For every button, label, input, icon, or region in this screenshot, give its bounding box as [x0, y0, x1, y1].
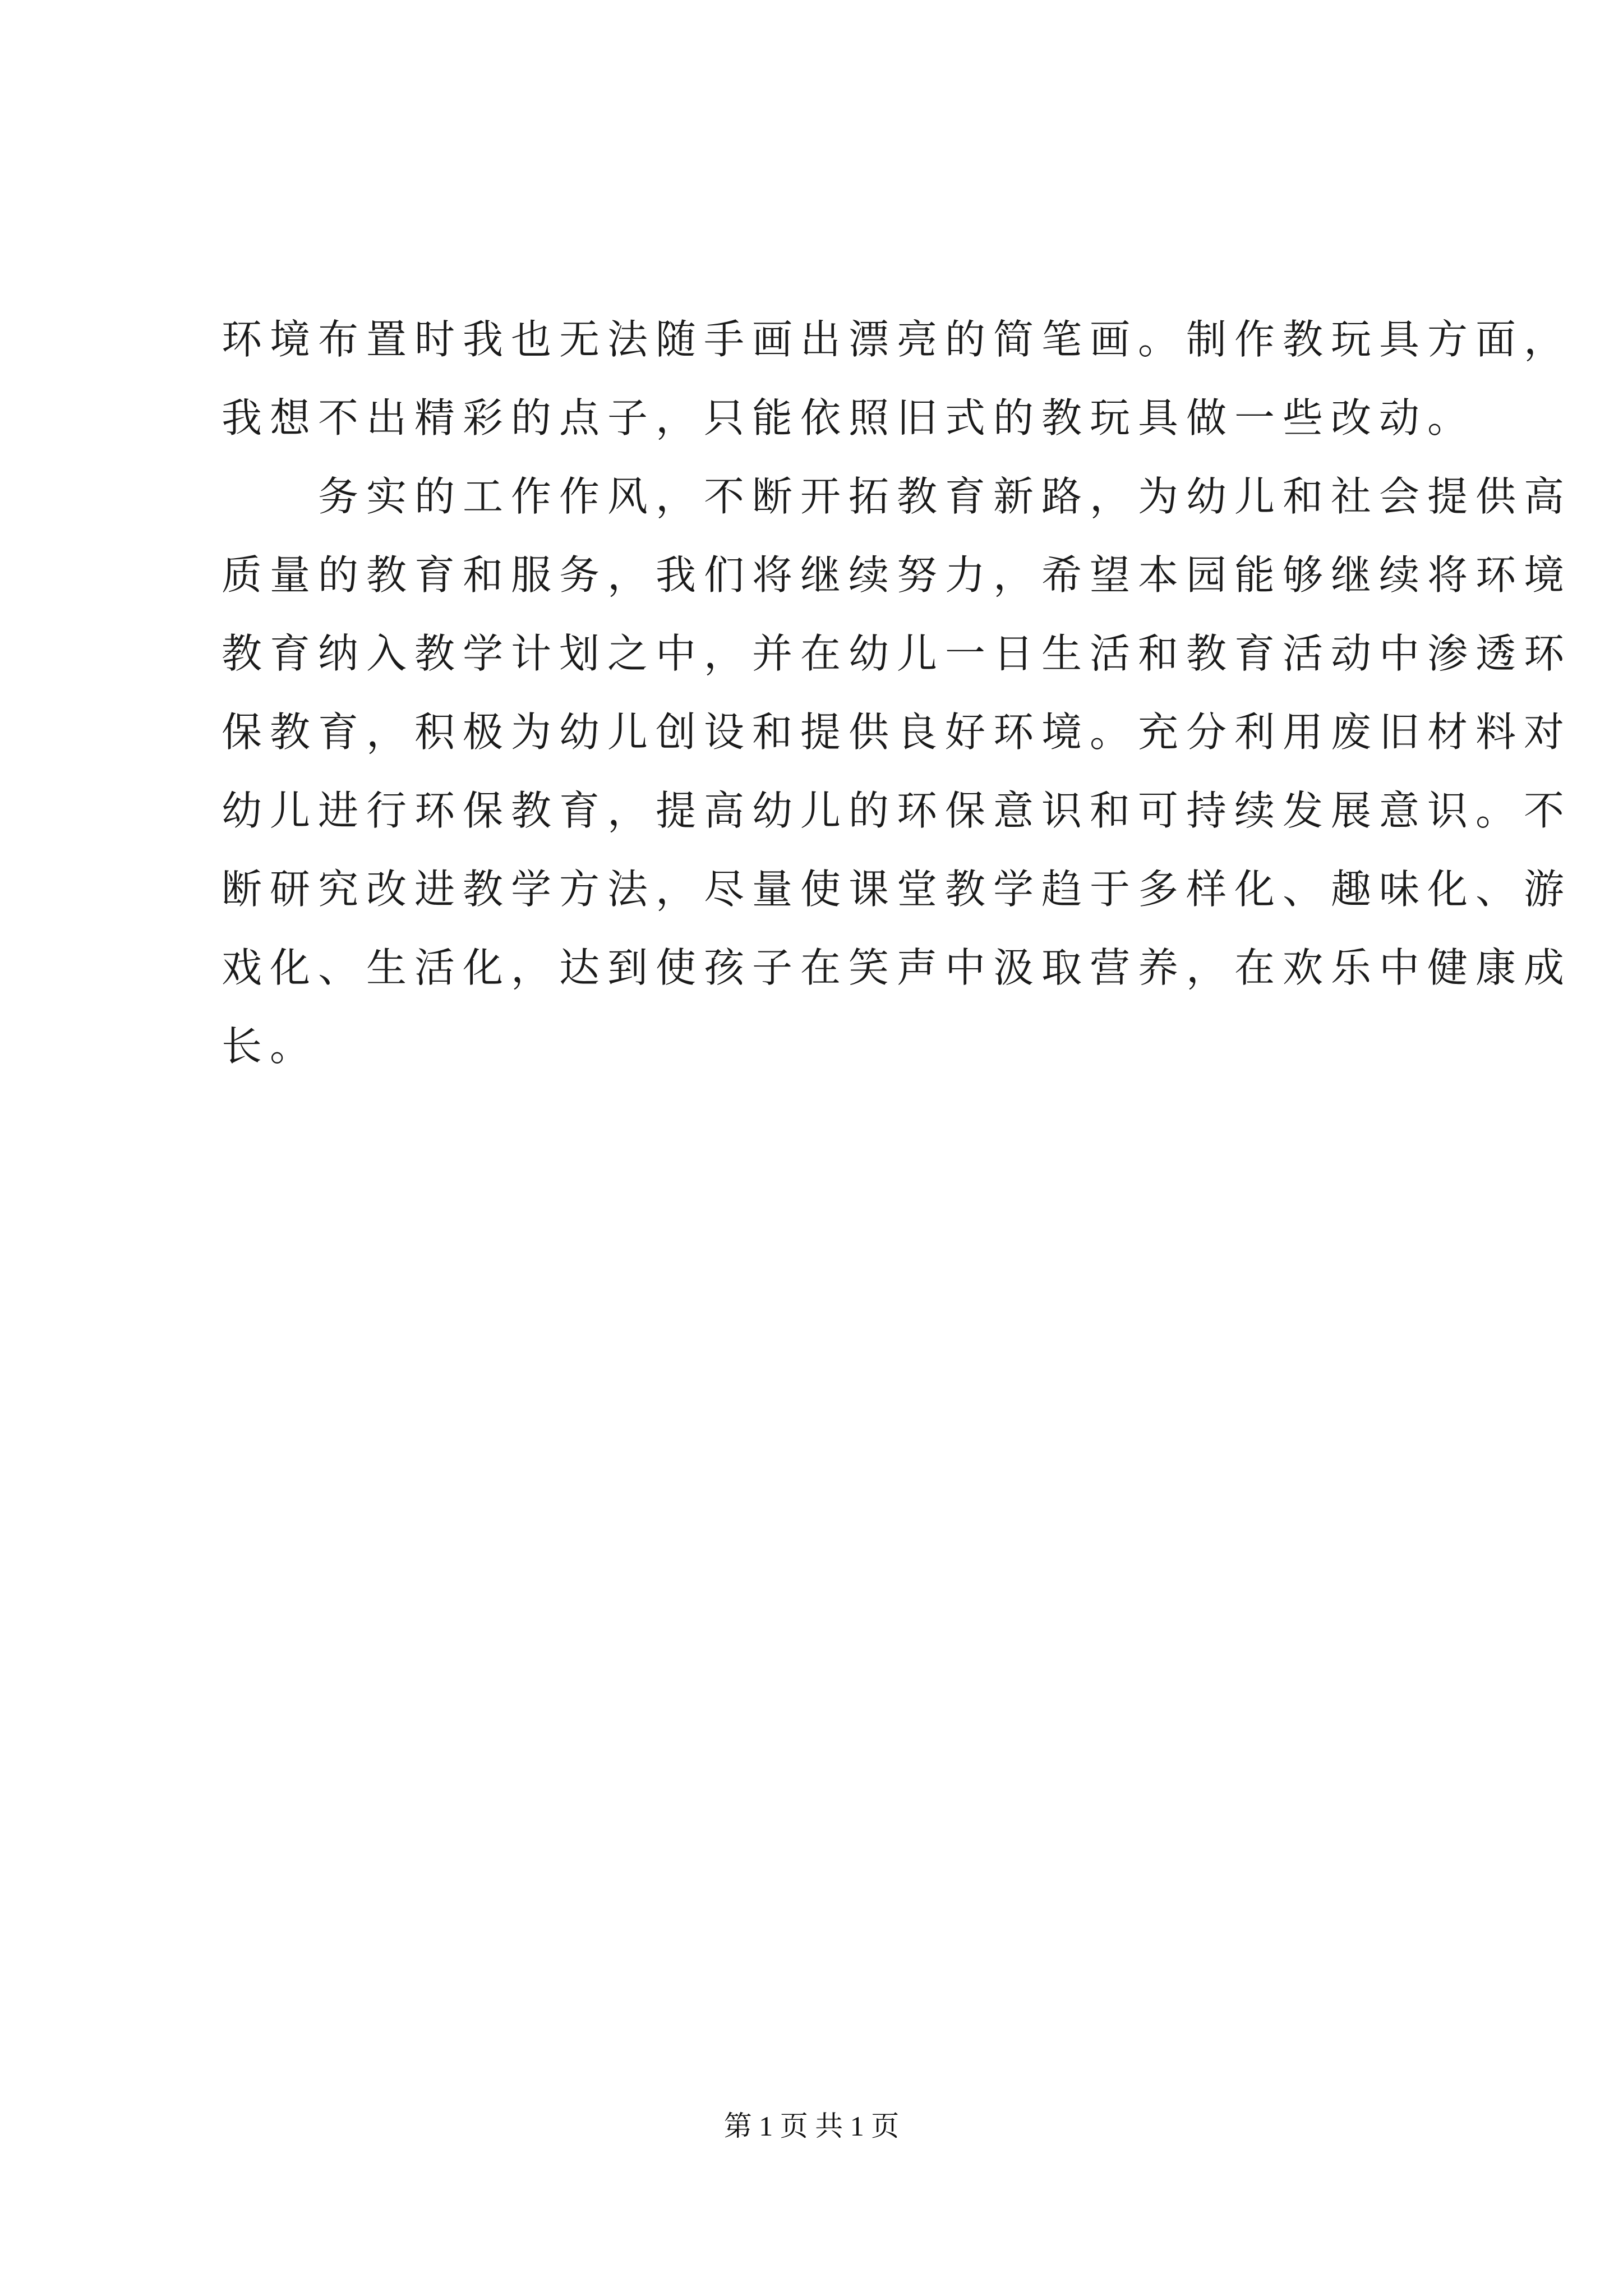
text-line-5: 教育纳入教学计划之中，并在幼儿一日生活和教育活动中渗透环 — [222, 630, 1573, 677]
text-line-4: 质量的教育和服务，我们将继续努力，希望本园能够继续将环境 — [222, 551, 1573, 599]
text-line-10: 长。 — [222, 1023, 319, 1070]
text-line-3: 务实的工作作风，不断开拓教育新路，为幼儿和社会提供高 — [222, 473, 1573, 520]
body-text — [222, 300, 1573, 1085]
text-line-9: 戏化、生活化，达到使孩子在笑声中汲取营养，在欢乐中健康成 — [222, 944, 1573, 991]
text-line-8: 断研究改进教学方法，尽量使课堂教学趋于多样化、趣味化、游 — [222, 866, 1573, 913]
text-line-7: 幼儿进行环保教育，提高幼儿的环保意识和可持续发展意识。不 — [222, 787, 1573, 834]
page-footer: 第 1 页 共 1 页 — [723, 2110, 900, 2142]
text-line-2: 我想不出精彩的点子，只能依照旧式的教玩具做一些改动。 — [222, 394, 1476, 441]
text-line-1: 环境布置时我也无法随手画出漂亮的简笔画。制作教玩具方面， — [222, 316, 1573, 363]
text-line-6: 保教育，积极为幼儿创设和提供良好环境。充分利用废旧材料对 — [222, 708, 1573, 756]
